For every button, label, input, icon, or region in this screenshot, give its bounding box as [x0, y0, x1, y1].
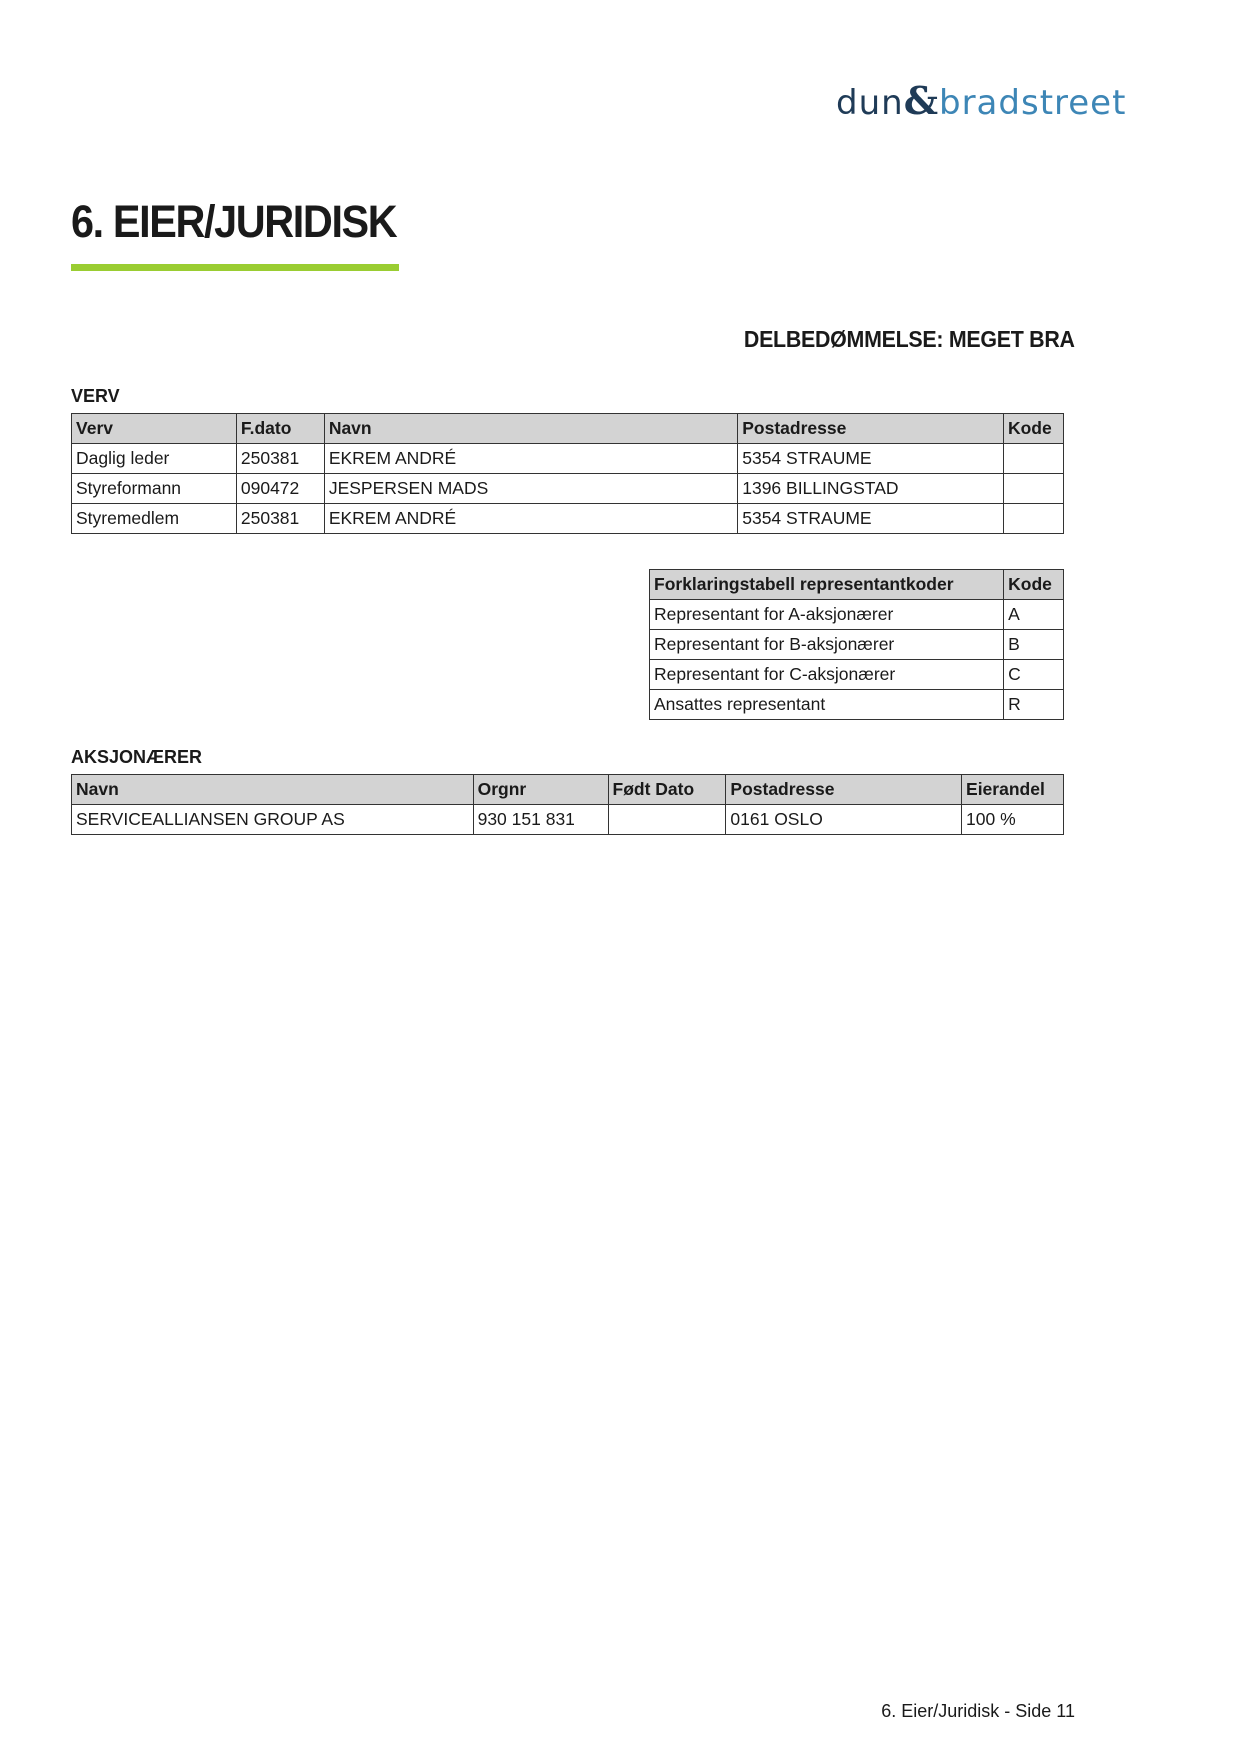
- title-underline: [71, 264, 399, 271]
- table-row: [72, 444, 1064, 474]
- logo-text-bradstreet: bradstreet: [939, 83, 1127, 123]
- table-cell: 1396 BILLINGSTAD: [738, 474, 1004, 504]
- table-row: [650, 630, 1064, 660]
- table-cell: [1003, 444, 1063, 474]
- table-cell: B: [1004, 630, 1064, 660]
- table-cell: Ansattes representant: [650, 690, 1004, 720]
- logo-text-dun: dun: [836, 83, 904, 123]
- column-header: Navn: [324, 414, 737, 444]
- table-cell: Representant for B-aksjonærer: [650, 630, 1004, 660]
- table-header-row: [72, 414, 1064, 444]
- table-row: [72, 504, 1064, 534]
- verv-table: [71, 413, 1064, 534]
- representative-codes-table: [649, 569, 1064, 720]
- table-cell: Representant for A-aksjonærer: [650, 600, 1004, 630]
- table-cell: Styremedlem: [72, 504, 237, 534]
- rating-heading: DELBEDØMMELSE: MEGET BRA: [744, 326, 1075, 352]
- column-header: Forklaringstabell representantkoder: [650, 570, 1004, 600]
- table-cell: Representant for C-aksjonærer: [650, 660, 1004, 690]
- table-header-row: [72, 775, 1064, 805]
- table-row: [72, 805, 1064, 835]
- page-footer: 6. Eier/Juridisk - Side 11: [881, 1701, 1075, 1721]
- page-title: 6. EIER/JURIDISK: [71, 196, 397, 247]
- table-cell: JESPERSEN MADS: [324, 474, 737, 504]
- table-cell: 5354 STRAUME: [738, 504, 1004, 534]
- table-header-row: [650, 570, 1064, 600]
- table-cell: SERVICEALLIANSEN GROUP AS: [72, 805, 474, 835]
- column-header: F.dato: [236, 414, 324, 444]
- logo-ampersand: &: [903, 78, 939, 123]
- column-header: Eierandel: [962, 775, 1064, 805]
- column-header: Verv: [72, 414, 237, 444]
- table-cell: EKREM ANDRÉ: [324, 504, 737, 534]
- verv-section-label: VERV: [71, 386, 120, 406]
- table-cell: 100 %: [962, 805, 1064, 835]
- column-header: Postadresse: [726, 775, 962, 805]
- table-cell: 0161 OSLO: [726, 805, 962, 835]
- dun-bradstreet-logo: [836, 78, 1126, 123]
- table-cell: 250381: [236, 444, 324, 474]
- table-cell: 090472: [236, 474, 324, 504]
- aksjonaerer-table: [71, 774, 1064, 835]
- table-cell: 930 151 831: [473, 805, 608, 835]
- table-cell: C: [1004, 660, 1064, 690]
- aksjonaerer-section-label: AKSJONÆRER: [71, 747, 203, 767]
- table-row: [72, 474, 1064, 504]
- table-cell: [1003, 504, 1063, 534]
- table-cell: R: [1004, 690, 1064, 720]
- table-row: [650, 600, 1064, 630]
- table-row: [650, 690, 1064, 720]
- column-header: Kode: [1004, 570, 1064, 600]
- table-cell: Daglig leder: [72, 444, 237, 474]
- table-cell: Styreformann: [72, 474, 237, 504]
- table-cell: 5354 STRAUME: [738, 444, 1004, 474]
- table-cell: [1003, 474, 1063, 504]
- column-header: Postadresse: [738, 414, 1004, 444]
- table-cell: EKREM ANDRÉ: [324, 444, 737, 474]
- column-header: Navn: [72, 775, 474, 805]
- table-cell: [608, 805, 726, 835]
- column-header: Orgnr: [473, 775, 608, 805]
- column-header: Kode: [1003, 414, 1063, 444]
- table-cell: A: [1004, 600, 1064, 630]
- column-header: Født Dato: [608, 775, 726, 805]
- table-row: [650, 660, 1064, 690]
- table-cell: 250381: [236, 504, 324, 534]
